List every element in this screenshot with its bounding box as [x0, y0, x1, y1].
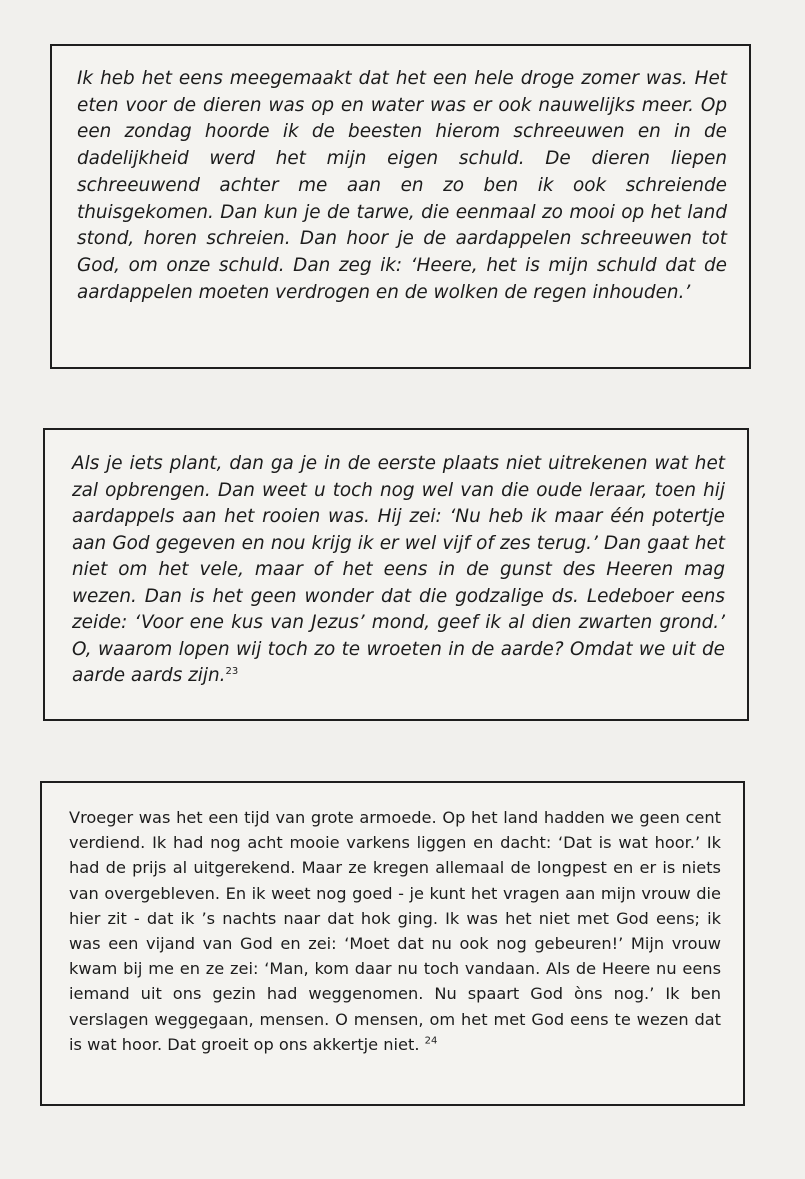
quote-box-3: [40, 781, 745, 1106]
quote-body: Vroeger was het een tijd van grote armoede. Op het land hadden we geen cent verdiend. Ik had nog acht mooie varkens liggen en dacht: ‘Dat is wat hoor.’ Ik had de prijs al uitgerekend. Maar ze kregen allemaal de longpest en er is niets van overgebleven. En ik weet nog goed - je kunt het vragen aan mijn vrouw die hier zit - dat ik ’s nachts naar dat hok ging. Ik was het niet met God eens; ik was een vijand van God en zei: ‘Moet dat nu ook nog gebeuren!’ Mijn vrouw kwam bij me en ze zei: ‘Man, kom daar nu toch vandaan. Als de Heere nu eens iemand uit ons gezin had weggenomen. Nu spaart God òns nog.’ Ik ben verslagen weggegaan, mensen. O mensen, om het met God eens te wezen dat is wat hoor. Dat groeit op ons akkertje niet.: [69, 808, 721, 1054]
quote-text: [72, 451, 725, 690]
quote-box-1: [50, 44, 751, 369]
quote-box-2: [43, 428, 749, 721]
footnote-marker: 24: [424, 1035, 438, 1047]
quote-body: Ik heb het eens meegemaakt dat het een hele droge zomer was. Het eten voor de dieren was op en water was er ook nauwelijks meer. Op een zondag hoorde ik de beesten hierom schreeuwen en in de dadelijkheid werd het mijn eigen schuld. De dieren liepen schreeuwend achter me aan en zo ben ik ook schreiende thuisgekomen. Dan kun je de tarwe, die eenmaal zo mooi op het land stond, horen schreien. Dan hoor je de aardappelen schreeuwen tot God, om onze schuld. Dan zeg ik: ‘Heere, het is mijn schuld dat de aardappelen moeten verdrogen en de wolken de regen inhouden.’: [77, 68, 727, 303]
quote-body: Als je iets plant, dan ga je in de eerste plaats niet uitrekenen wat het zal opbrengen. Dan weet u toch nog wel van die oude leraar, toen hij aardappels aan het rooien was. Hij zei: ‘Nu heb ik maar één potertje aan God gegeven en nou krijg ik er wel vijf of zes terug.’ Dan gaat het niet om het vele, maar of het eens in de gunst des Heeren mag wezen. Dan is het geen wonder dat die godzalige ds. Ledeboer eens zeide: ‘Voor ene kus van Jezus’ mond, geef ik al dien zwarten grond.’ O, waarom lopen wij toch zo te wroeten in de aarde? Omdat we uit de aarde aards zijn.: [72, 453, 725, 686]
quote-text: [77, 66, 727, 306]
footnote-marker: 23: [225, 665, 239, 677]
quote-text: [69, 805, 721, 1057]
